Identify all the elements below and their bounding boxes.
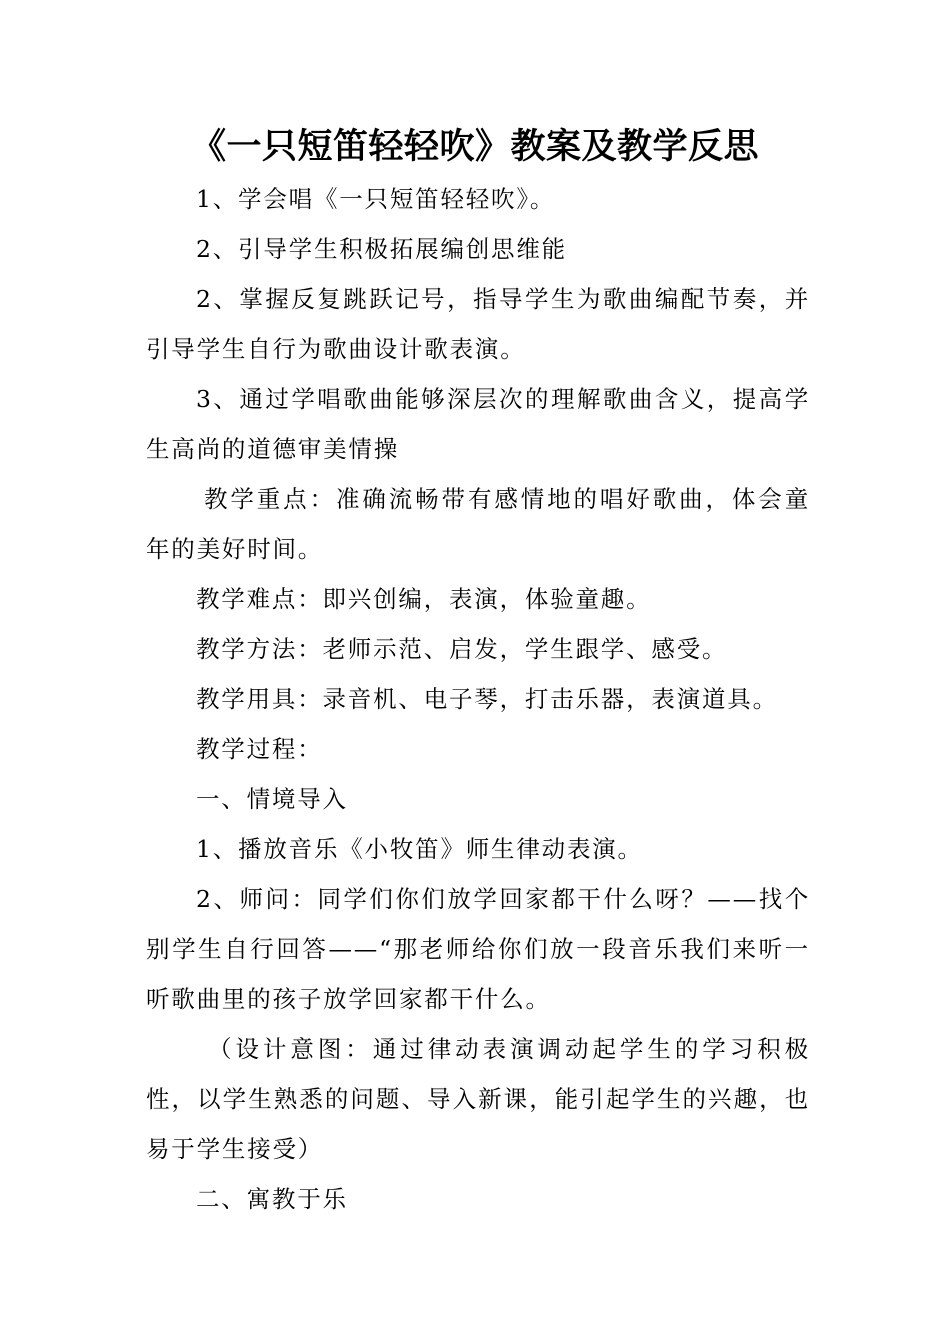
paragraph-objective-1: 1、学会唱《一只短笛轻轻吹》。 — [196, 185, 556, 213]
paragraph-difficulties: 教学难点：即兴创编，表演，体验童趣。 — [196, 585, 652, 613]
paragraph-objective-2: 2、引导学生积极拓展编创思维能 — [196, 235, 567, 263]
paragraph-design-intent: （设计意图：通过律动表演调动起学生的学习积极性，以学生熟悉的问题、导入新课，能引起学生的兴趣，也易于学生接受） — [146, 1035, 810, 1163]
paragraph-objective-3: 3、通过学唱歌曲能够深层次的理解歌曲含义，提高学生高尚的道德审美情操 — [146, 385, 810, 463]
paragraph-objective-2b: 2、掌握反复跳跃记号，指导学生为歌曲编配节奏，并引导学生自行为歌曲设计歌表演。 — [146, 285, 810, 363]
paragraph-step-2: 2、师问：同学们你们放学回家都干什么呀？——找个别学生自行回答——“那老师给你们放一段音乐我们来听一听歌曲里的孩子放学回家都干什么。 — [146, 885, 810, 1013]
document-body — [146, 174, 810, 1224]
paragraph-key-points: 教学重点：准确流畅带有感情地的唱好歌曲，体会童年的美好时间。 — [146, 485, 810, 563]
paragraph-process-heading: 教学过程： — [196, 735, 323, 763]
paragraph-methods: 教学方法：老师示范、启发，学生跟学、感受。 — [196, 635, 728, 663]
paragraph-step-1: 1、播放音乐《小牧笛》师生律动表演。 — [196, 835, 643, 863]
paragraph-tools: 教学用具：录音机、电子琴，打击乐器，表演道具。 — [196, 685, 778, 713]
section-heading-intro: 一、情境导入 — [196, 785, 348, 813]
section-heading-teaching: 二、寓教于乐 — [196, 1185, 348, 1213]
document-title: 《一只短笛轻轻吹》教案及教学反思 — [190, 127, 759, 167]
